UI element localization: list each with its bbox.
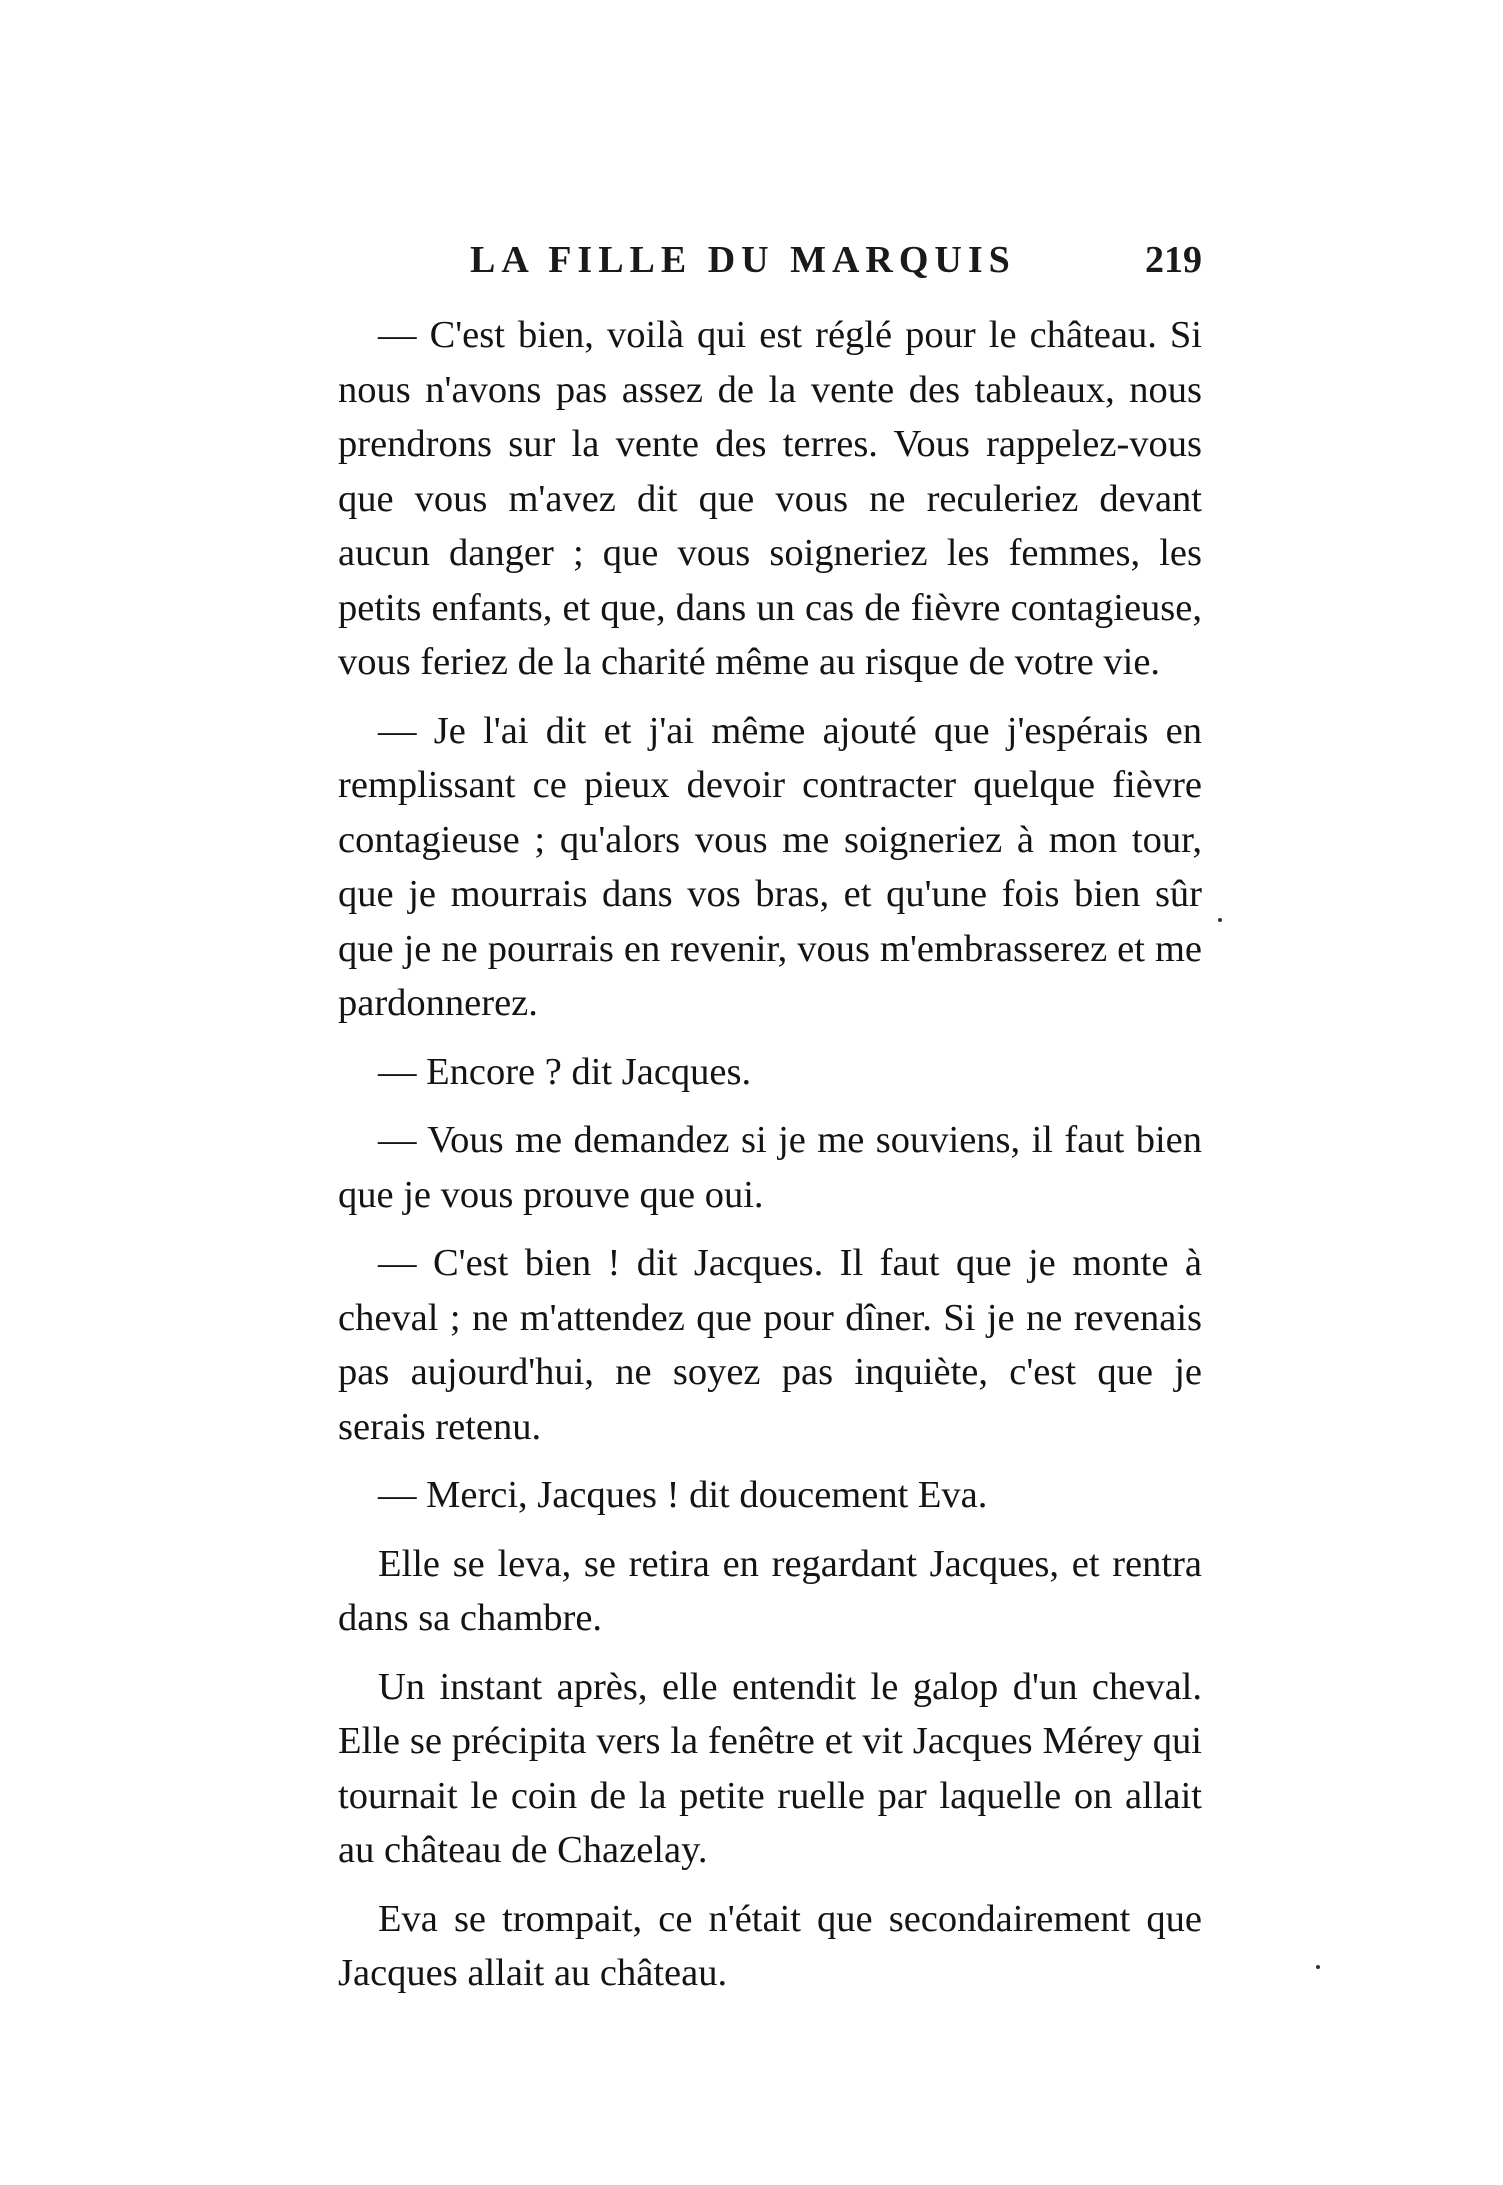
- paragraph: — Merci, Jacques ! dit doucement Eva.: [378, 1474, 988, 1516]
- paragraph: — Encore ? dit Jacques.: [378, 1050, 752, 1093]
- paragraph: Eva se trompait, ce n'était que secondairement que Jacques allait au château.: [338, 1897, 1202, 1994]
- running-head: [340, 238, 1202, 288]
- page-number: 219: [1145, 239, 1202, 281]
- running-title: LA FILLE DU MARQUIS: [470, 239, 1016, 281]
- paragraph: — C'est bien ! dit Jacques. Il faut que je monte à cheval ; ne m'attendez que pour dîner. Si je ne revenais pas aujourd'hui, ne soyez pas inquiète, c'est que je serais retenu.: [338, 1242, 1202, 1448]
- paragraph: — Vous me demandez si je me souviens, il faut bien que je vous prouve que oui.: [338, 1119, 1202, 1216]
- paragraph: — Je l'ai dit et j'ai même ajouté que j'espérais en remplissant ce pieux devoir contracter quelque fièvre contagieuse ; qu'alors vous me soigneriez à mon tour, que je mourrais dans vos bras, et qu'une fois bien sûr que je ne pourrais en revenir, vous m'embrasserez et me pardonnerez.: [338, 709, 1202, 1024]
- print-speck: [1316, 1965, 1320, 1969]
- print-speck: [1218, 918, 1222, 922]
- paragraph: — C'est bien, voilà qui est réglé pour le château. Si nous n'avons pas assez de la vente des tableaux, nous prendrons sur la vente des terres. Vous rappelez-vous que vous m'avez dit que vous ne reculeriez devant aucun danger ; que vous soigneriez les femmes, les petits enfants, et que, dans un cas de fièvre contagieuse, vous feriez de la charité même au risque de votre vie.: [338, 314, 1202, 683]
- body-text: [338, 308, 1202, 2001]
- paragraph: Elle se leva, se retira en regardant Jacques, et rentra dans sa chambre.: [338, 1542, 1202, 1639]
- paragraph: Un instant après, elle entendit le galop d'un cheval. Elle se précipita vers la fenêtre et vit Jacques Mérey qui tournait le coin de la petite ruelle par laquelle on allait au château de Chazelay.: [338, 1665, 1202, 1871]
